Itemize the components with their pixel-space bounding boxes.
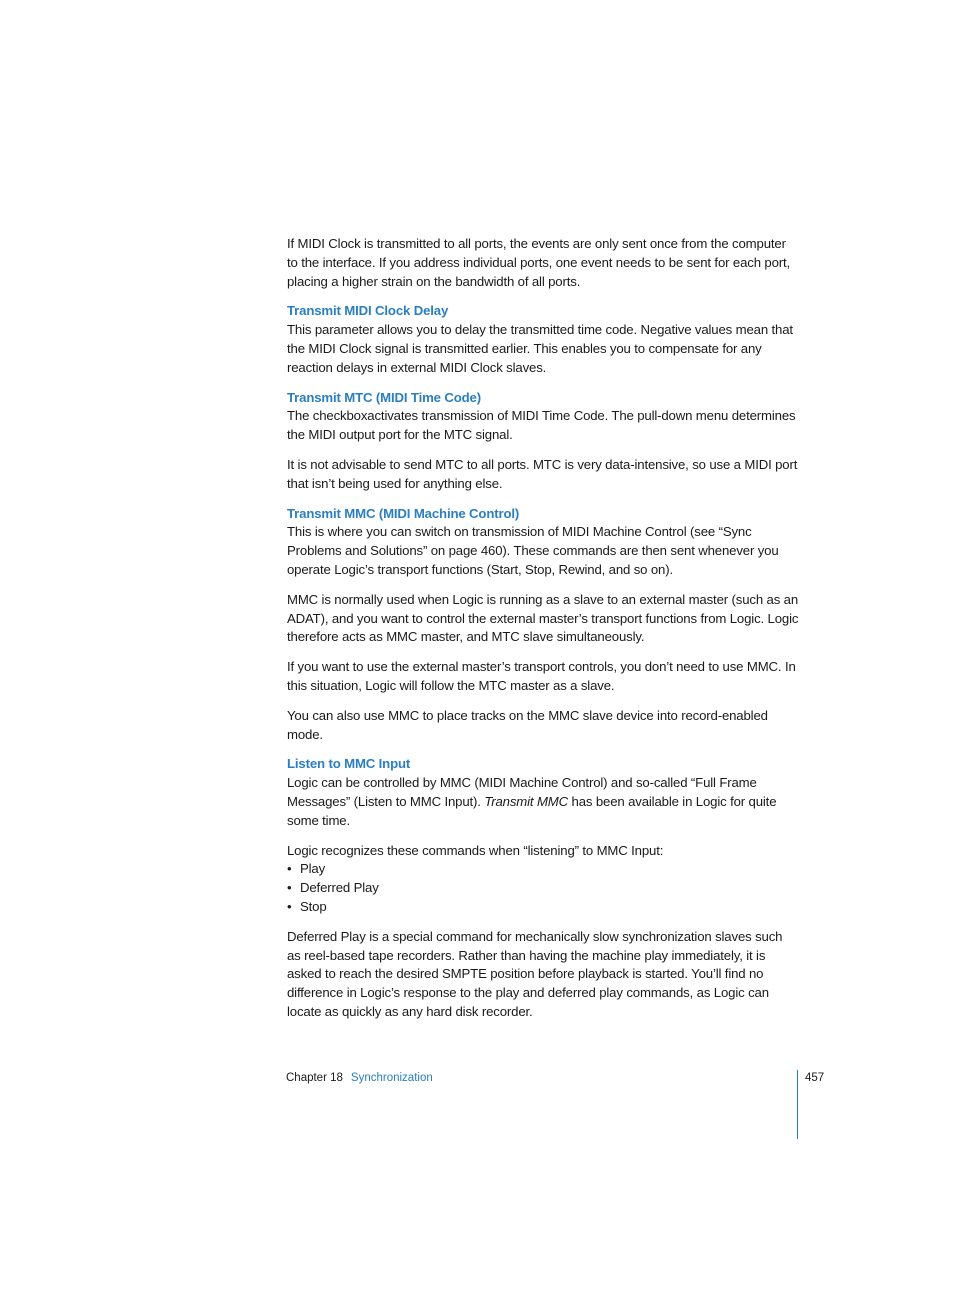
mmc-paragraph-3: If you want to use the external master’s transport controls, you don’t need to use MMC. In this situation, Logic will follow the MTC master as a slave. bbox=[287, 659, 796, 693]
heading-transmit-mtc: Transmit MTC (MIDI Time Code) bbox=[287, 389, 481, 405]
bullet: • bbox=[287, 880, 292, 896]
listen-paragraph-1-end: has been available in Logic for quite some time. bbox=[287, 793, 777, 828]
list-item bbox=[287, 879, 799, 898]
listen-paragraph-1 bbox=[287, 774, 799, 830]
mtc-paragraph-1: The checkboxactivates transmission of MIDI Time Code. The pull-down menu determines the MIDI output port for the MTC signal. bbox=[287, 408, 796, 443]
list-item-label: Play bbox=[300, 861, 326, 877]
listen-paragraph-3: Deferred Play is a special command for mechanically slow synchronization slaves such as reel-based tape recorders. Rather than having the machine play immediately, it is asked to reach the desired SMPTE position before playback is started. You’ll find no difference in Logic’s response to the play and deferred play commands, as Logic can locate as quickly as any hard disk recorder. bbox=[287, 928, 783, 1019]
mmc-paragraph-1: This is where you can switch on transmission of MIDI Machine Control (see “Sync Problems and Solutions” on page 460). These commands are then sent whenever you operate Logic’s transport functions (Start, Stop, Rewind, and so on). bbox=[287, 524, 779, 577]
footer-chapter: Chapter 18 bbox=[286, 1072, 343, 1084]
page-number: 457 bbox=[805, 1072, 825, 1084]
listen-paragraph-1-start: Logic can be controlled by MMC (MIDI Machine Control) and so-called “Full Frame Messages” (Listen to MMC Input). bbox=[287, 775, 757, 809]
list-item bbox=[287, 898, 799, 917]
heading-listen-to-mmc-input: Listen to MMC Input bbox=[287, 756, 411, 772]
listen-paragraph-2: Logic recognizes these commands when “listening” to MMC Input: bbox=[287, 842, 664, 858]
footer-divider bbox=[797, 1070, 798, 1139]
command-list bbox=[287, 860, 799, 916]
list-item-label: Stop bbox=[300, 898, 327, 914]
clock-delay-paragraph: This parameter allows you to delay the transmitted time code. Negative values mean that the MIDI Clock signal is transmitted earlier. This enables you to compensate for any reaction delays in external MIDI Clock slaves. bbox=[287, 322, 793, 375]
footer-section-link[interactable]: Synchronization bbox=[350, 1072, 433, 1084]
transmit-mmc-emphasis: Transmit MMC bbox=[484, 793, 568, 809]
list-item-label: Deferred Play bbox=[300, 880, 379, 896]
intro-paragraph: If MIDI Clock is transmitted to all ports, the events are only sent once from the computer to the interface. If you address individual ports, one event needs to be sent for each port, placing a higher strain on the bandwidth of all ports. bbox=[287, 236, 791, 289]
heading-transmit-mmc: Transmit MMC (MIDI Machine Control) bbox=[287, 505, 520, 521]
bullet: • bbox=[287, 861, 292, 877]
mmc-paragraph-4: You can also use MMC to place tracks on the MMC slave device into record-enabled mode. bbox=[287, 707, 768, 742]
bullet: • bbox=[287, 898, 292, 914]
mtc-paragraph-2: It is not advisable to send MTC to all ports. MTC is very data-intensive, so use a MIDI port that isn’t being used for anything else. bbox=[287, 456, 798, 491]
heading-transmit-midi-clock-delay: Transmit MIDI Clock Delay bbox=[287, 303, 449, 319]
page-body bbox=[287, 235, 799, 1033]
list-item bbox=[287, 860, 799, 879]
mmc-paragraph-2: MMC is normally used when Logic is running as a slave to an external master (such as an ADAT), and you want to control the external master’s transport functions from Logic. Logic therefore acts as MMC master, and MTC slave simultaneously. bbox=[287, 591, 799, 645]
page-footer bbox=[286, 1070, 433, 1086]
